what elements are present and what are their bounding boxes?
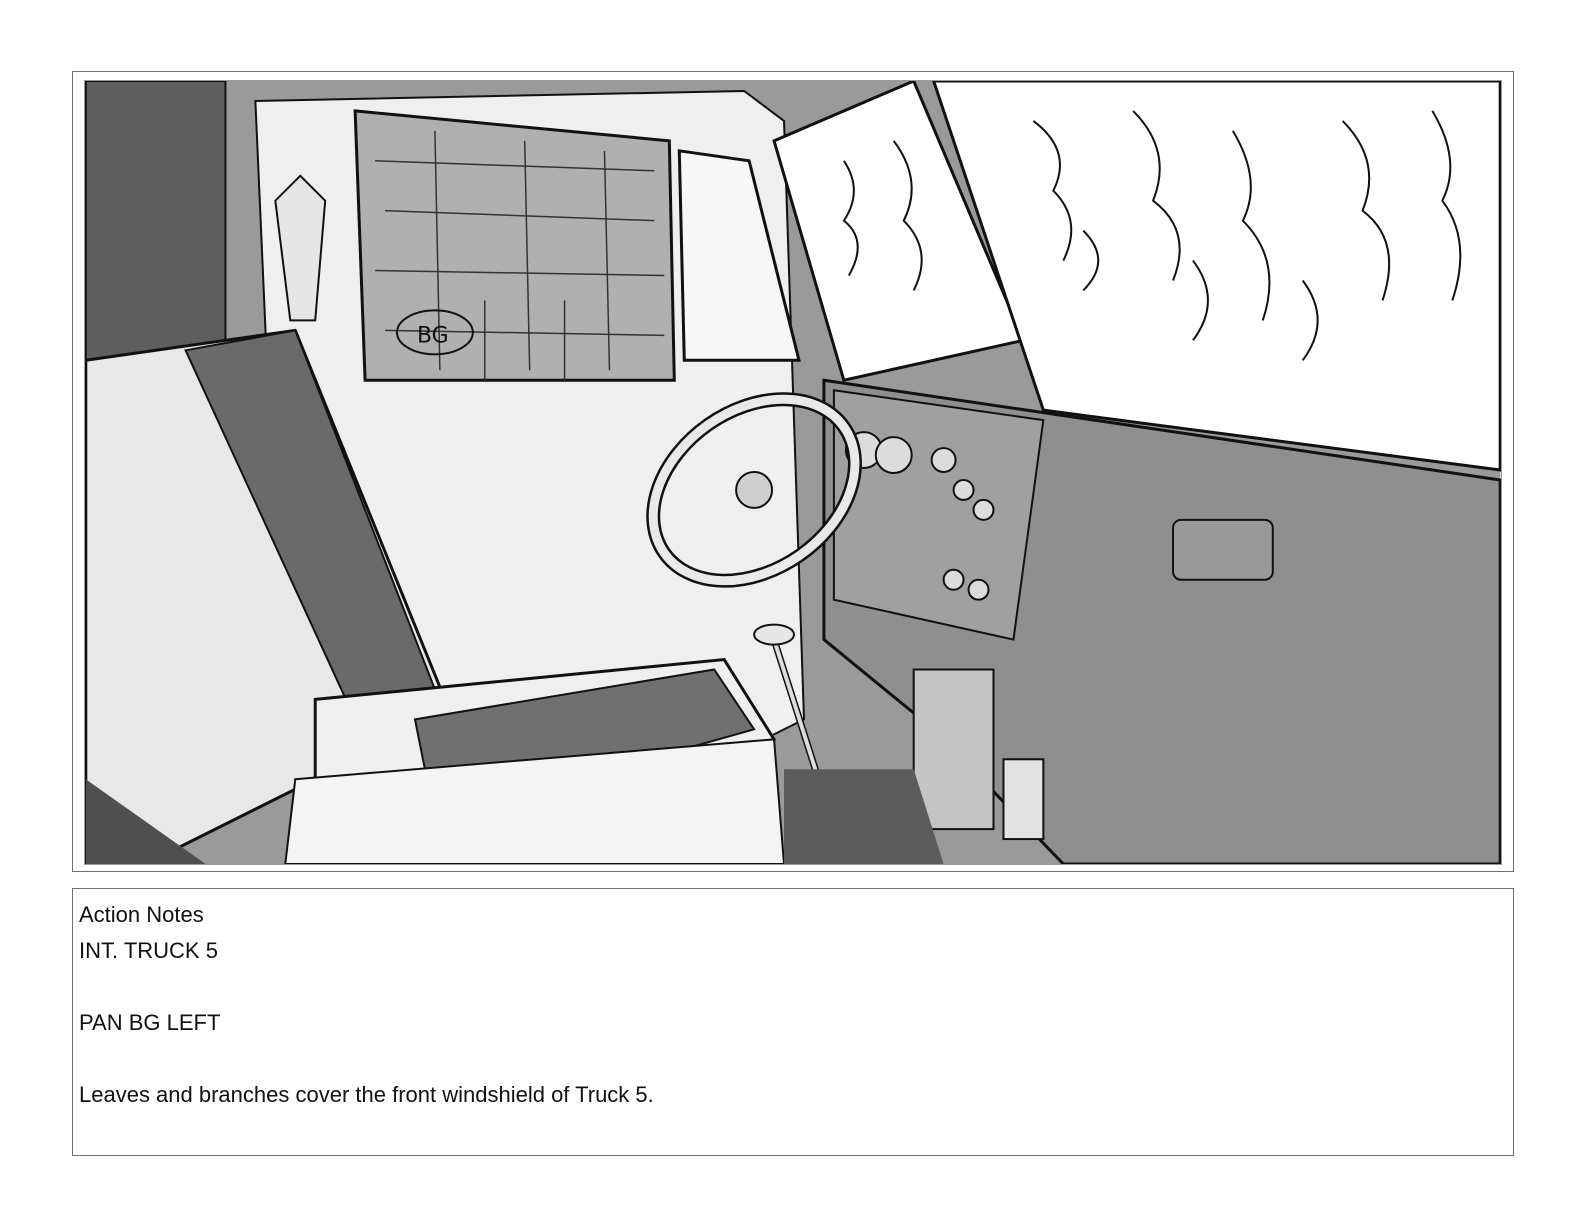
bg-marker-label: BG	[416, 323, 449, 349]
truck-interior-sketch	[85, 81, 1501, 864]
storyboard-frame	[72, 71, 1514, 872]
storyboard-panel-image	[84, 80, 1502, 865]
scene-heading: INT. TRUCK 5	[79, 938, 218, 963]
action-notes-box	[72, 888, 1514, 1156]
spacer	[79, 1041, 1507, 1077]
action-notes-heading: Action Notes	[79, 902, 204, 927]
action-description: Leaves and branches cover the front windshield of Truck 5.	[79, 1082, 654, 1107]
spacer	[79, 969, 1507, 1005]
camera-direction: PAN BG LEFT	[79, 1010, 221, 1035]
